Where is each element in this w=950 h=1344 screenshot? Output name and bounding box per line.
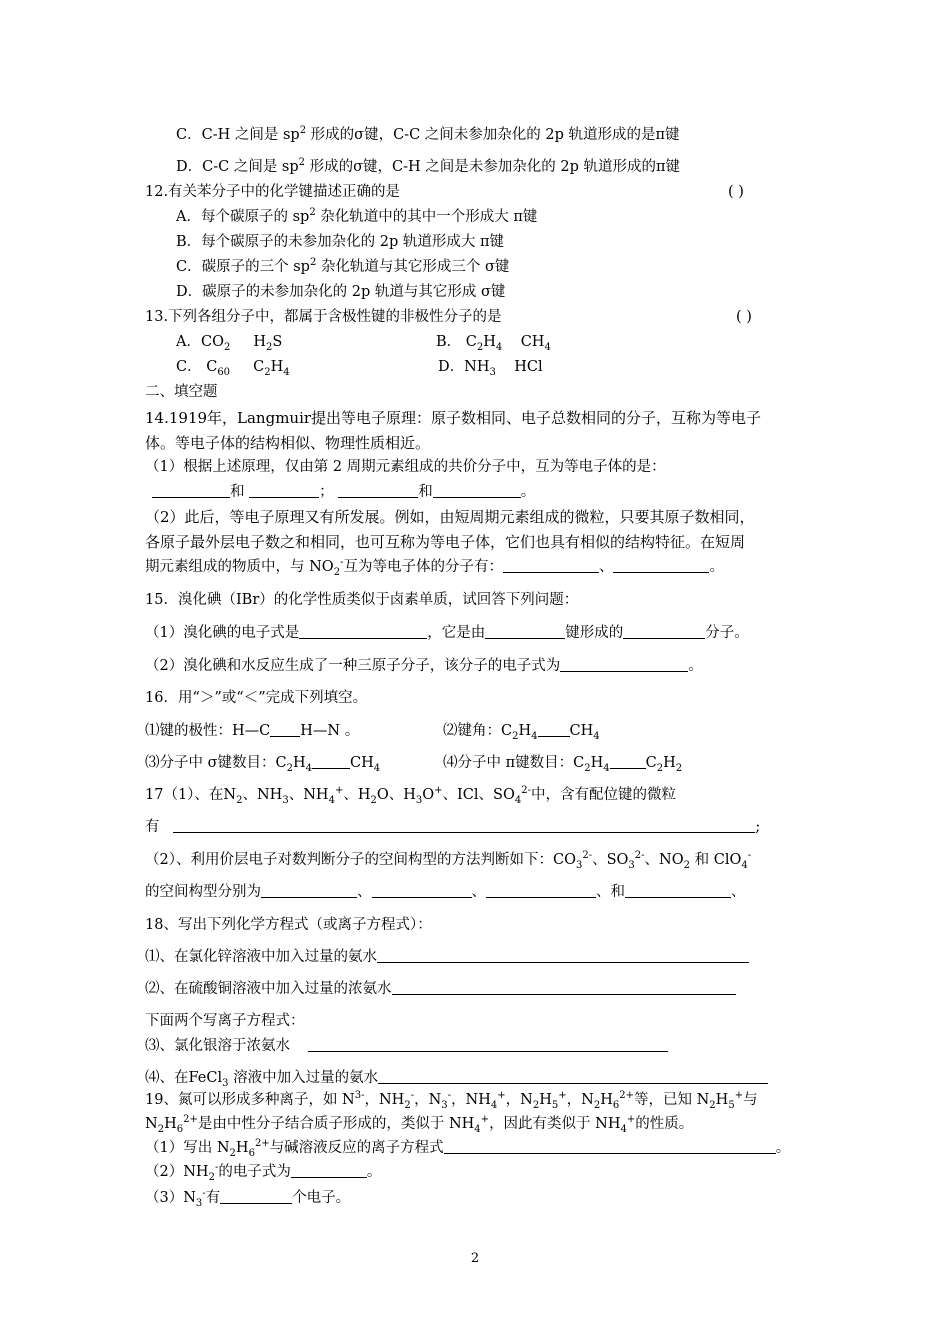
q13-option-d: D．$NH_3$ HCl	[438, 359, 543, 378]
q15-blank-3[interactable]	[623, 624, 705, 639]
q12-option-d: D．碳原子的未参加杂化的 2p 轨道与其它形成 σ键	[176, 284, 506, 300]
q15-sub-1: （1）溴化碘的电子式是 ，它是由 键形成的 分子。	[145, 625, 749, 641]
q16-stem: 16．用“＞”或“＜”完成下列填空。	[145, 690, 368, 706]
q14-blank-3[interactable]	[338, 483, 418, 498]
q17-sub-2: （2）、利用价层电子对数判断分子的空间构型的方法判断如下：$CO_3^{2-}$、$SO_3^{2-}$、$NO_2$ 和 ClO$_4$-	[145, 850, 752, 871]
q17-blank-3[interactable]	[372, 883, 472, 898]
q12-option-c: C．碳原子的三个 $sp^2$ 杂化轨道与其它形成三个 σ键	[176, 257, 510, 275]
q11-option-c: C．C-H 之间是 $sp^2$ 形成的σ键，C-C 之间未参加杂化的 2p 轨道形成的是π键	[176, 125, 680, 143]
q18-note: 下面两个写离子方程式：	[145, 1013, 305, 1029]
q16-item-1: ⑴键的极性：H—C H—N 。	[145, 723, 360, 739]
q16-blank-4[interactable]	[610, 754, 646, 769]
q14-blank-6[interactable]	[613, 558, 709, 573]
q15-blank-2[interactable]	[485, 624, 565, 639]
q18-item-1: ⑴、在氯化锌溶液中加入过量的氨水	[145, 947, 749, 967]
q18-blank-1[interactable]	[377, 948, 749, 963]
q12-stem: 12.有关苯分子中的化学键描述正确的是	[145, 184, 401, 200]
q16-item-4: ⑷分子中 π键数目：$C_2H_4$ $C_2H_2$	[443, 755, 683, 774]
q17-blank-4[interactable]	[486, 883, 596, 898]
q16-item-2: ⑵键角：$C_2H_4$ $CH_4$	[443, 723, 600, 742]
q14-sub-2b: 各原子最外层电子数之和相同，也可互称为等电子体，它们也具有相似的结构特征。在短周	[145, 533, 746, 551]
q18-item-2: ⑵、在硫酸铜溶液中加入过量的浓氨水	[145, 979, 736, 999]
q19-para-2: $N_2H_6^{2+}$是由中性分子结合质子形成的，类似于 $NH_4^+$，因此有类似于 $NH_4^+$的性质。	[145, 1114, 694, 1135]
q14-sub-2a: （2）此后，等电子原理又有所发展。例如，由短周期元素组成的微粒，只要其原子数相同，	[145, 508, 755, 526]
q18-blank-4[interactable]	[378, 1069, 768, 1084]
q17-blank-1[interactable]	[173, 818, 755, 833]
q17-blank-5[interactable]	[625, 883, 731, 898]
q19-sub-1: （1）写出 $N_2H_6^{2+}$与碱溶液反应的离子方程式 。	[145, 1138, 791, 1159]
q19-para-1: 19、氮可以形成多种离子，如 $N^{3-}$，$NH_2^-$，$N_3^-$，$NH_4^+$，$N_2H_5^+$，$N_2H_6^{2+}$等，已知 $N_2H_5^+$与	[145, 1090, 758, 1111]
q12-option-a: A．每个碳原子的 $sp^2$ 杂化轨道中的其中一个形成大 π键	[176, 207, 538, 225]
q17-sub-2b: 的空间构型分别为 、 、 、和 、	[145, 884, 746, 900]
q13-option-a: A．$CO_2$ $H_2S$	[176, 334, 283, 353]
page-number: 2	[470, 1251, 480, 1266]
q14-blank-5[interactable]	[503, 558, 599, 573]
q14-para-1: 14.1919年，Langmuir提出等电子原理：原子数相同、电子总数相同的分子，互称为等电子	[145, 409, 762, 427]
q14-sub-2c: 期元素组成的物质中，与 $NO_2^-$互为等电子体的分子有： 、 。	[145, 557, 724, 578]
q13-option-c: C． $C_{60}$ $C_2H_4$	[176, 359, 290, 378]
q18-blank-3[interactable]	[308, 1037, 668, 1052]
section-title: 二、填空题	[145, 384, 218, 400]
q19-blank-3[interactable]	[220, 1189, 292, 1204]
q17-sub-1: 17（1）、在$N_2$、$NH_3$、$NH_4^+$、$H_2O$、$H_3O^+$、ICl、$SO_4^{2-}$中，含有配位键的微粒	[145, 785, 676, 806]
q19-blank-2[interactable]	[291, 1163, 367, 1178]
q19-blank-1[interactable]	[444, 1139, 776, 1154]
q14-blank-1[interactable]	[152, 483, 230, 498]
q15-blank-1[interactable]	[299, 624, 427, 639]
q15-sub-2: （2）溴化碘和水反应生成了一种三原子分子，该分子的电子式为 。	[145, 658, 703, 674]
q12-answer-paren[interactable]: ( )	[728, 184, 744, 200]
q16-blank-3[interactable]	[312, 754, 350, 769]
q17-blank-2[interactable]	[261, 883, 357, 898]
q14-sub-1: （1）根据上述原理，仅由第 2 周期元素组成的共价分子中，互为等电子体的是：	[145, 459, 666, 475]
q14-blank-row: 和 ； 和 。	[152, 482, 535, 502]
q15-blank-4[interactable]	[560, 657, 688, 672]
q11-option-d: D．C-C 之间是 $sp^2$ 形成的σ键，C-H 之间是未参加杂化的 2p 轨道形成的π键	[176, 157, 681, 175]
q17-answer-row: 有 ;	[145, 819, 761, 835]
q18-item-4: ⑷、在FeCl$_3$ 溶液中加入过量的氨水	[145, 1068, 768, 1088]
q16-blank-2[interactable]	[538, 722, 570, 737]
q19-sub-2: $(2)NH_2^-$的电子式为 。	[145, 1162, 382, 1183]
q14-blank-2[interactable]	[249, 483, 319, 498]
q18-item-3: ⑶、氯化银溶于浓氨水	[145, 1036, 668, 1056]
q13-answer-paren[interactable]: ( )	[736, 309, 752, 325]
q15-stem: 15．溴化碘（IBr）的化学性质类似于卤素单质，试回答下列问题：	[145, 592, 579, 608]
q16-blank-1[interactable]	[270, 722, 300, 737]
q13-stem: 13.下列各组分子中，都属于含极性键的非极性分子的是	[145, 309, 502, 325]
q18-blank-2[interactable]	[392, 980, 736, 995]
q16-item-3: ⑶分子中 σ键数目：$C_2H_4$ $CH_4$	[145, 755, 381, 774]
q14-blank-4[interactable]	[433, 483, 521, 498]
q19-sub-3: $(3)N_3^-$有 个电子。	[145, 1188, 351, 1209]
q18-stem: 18、写出下列化学方程式（或离子方程式）：	[145, 917, 432, 933]
q14-para-2: 体。等电子体的结构相似、物理性质相近。	[145, 434, 431, 452]
q13-option-b: B． $C_2H_4$ $CH_4$	[436, 334, 551, 353]
q12-option-b: B．每个碳原子的未参加杂化的 2p 轨道形成大 π键	[176, 234, 505, 250]
